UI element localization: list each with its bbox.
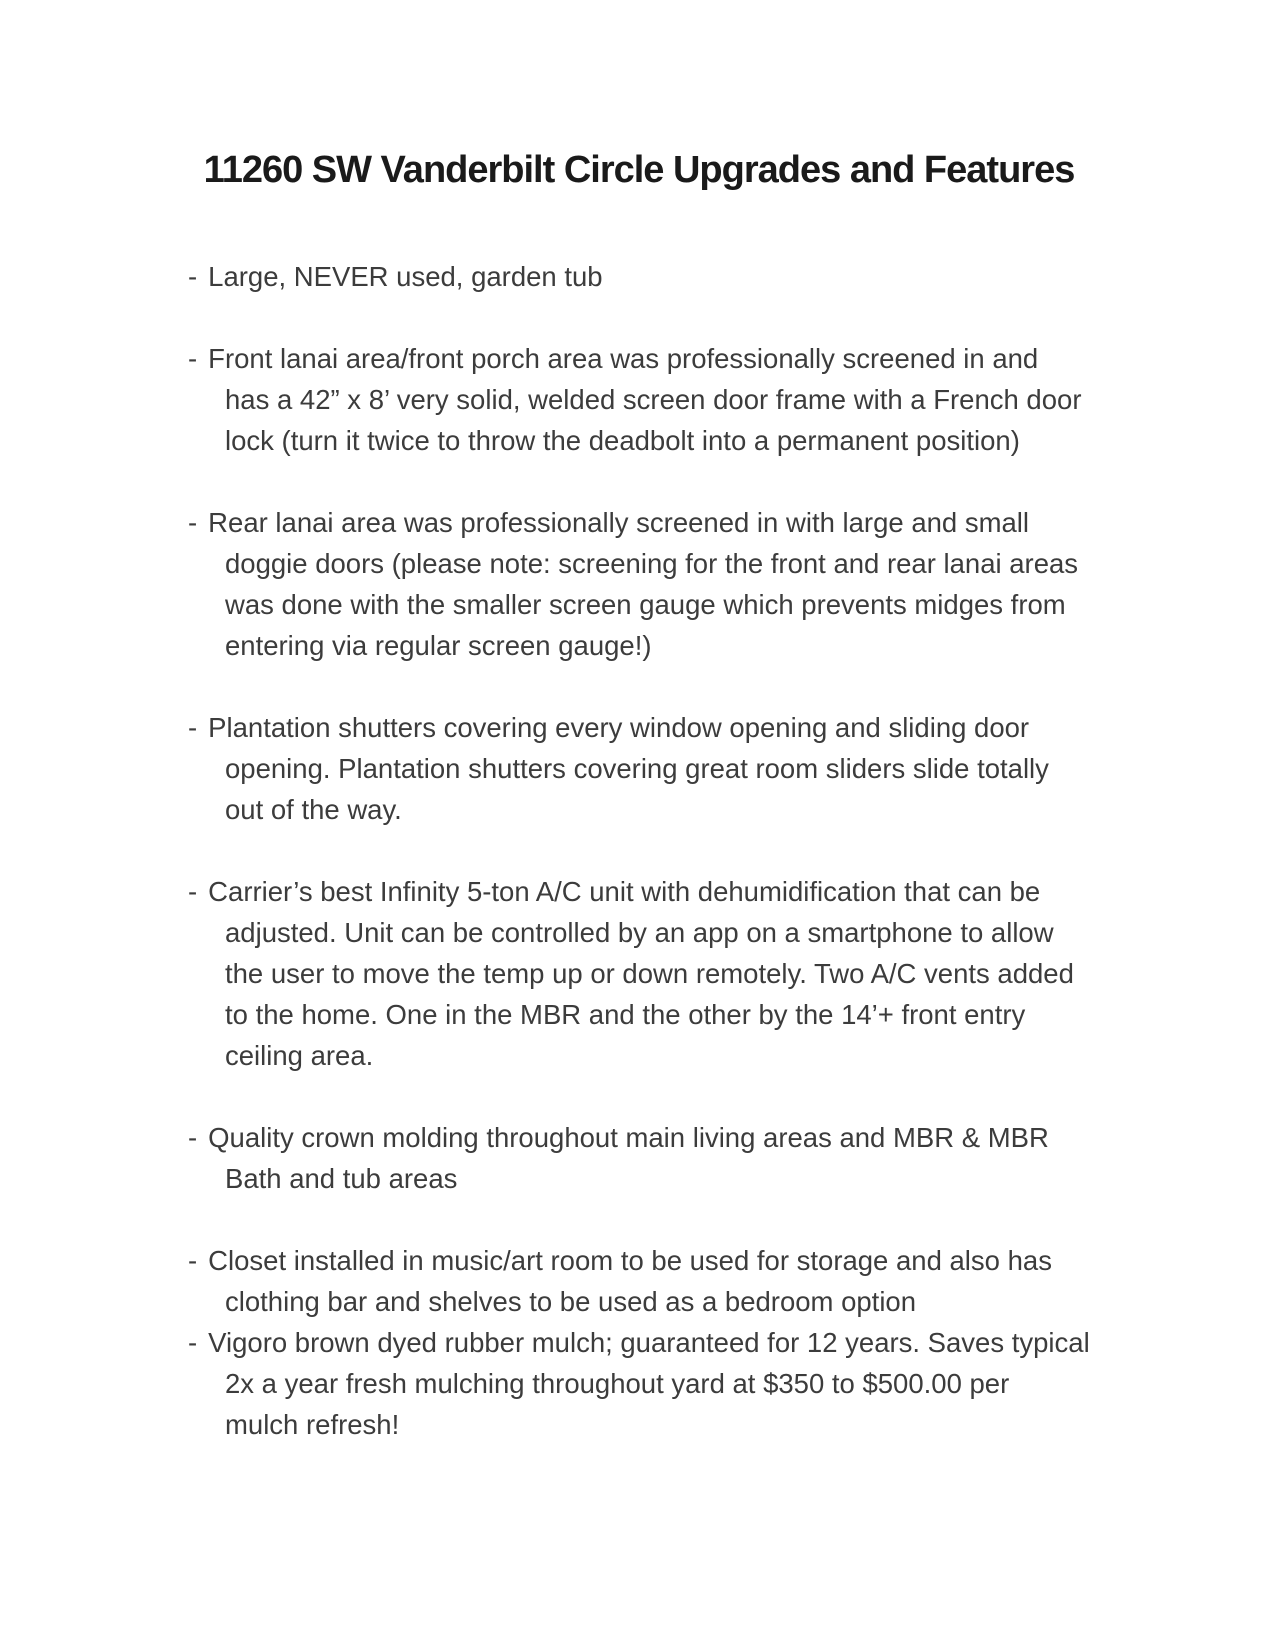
list-item bbox=[188, 502, 1090, 666]
list-item-text: Carrier’s best Infinity 5-ton A/C unit with dehumidification that can be adjusted. Unit can be controlled by an app on a smartphone to allow the user to move the temp up or down remotely. Two A/C vents added to the home. One in the MBR and the other by the 14’+ front entry ceiling area. bbox=[208, 876, 1074, 1071]
list-item-text: Closet installed in music/art room to be used for storage and also has clothing bar and shelves to be used as a bedroom option bbox=[208, 1245, 1052, 1317]
bullet-dash: - bbox=[188, 1327, 198, 1358]
list-item bbox=[188, 256, 1090, 297]
list-item bbox=[188, 707, 1090, 830]
bullet-dash: - bbox=[188, 712, 198, 743]
list-item-text: Plantation shutters covering every window opening and sliding door opening. Plantation shutters covering great room sliders slide totally out of the way. bbox=[208, 712, 1049, 825]
list-item-text: Front lanai area/front porch area was professionally screened in and has a 42” x 8’ very solid, welded screen door frame with a French door lock (turn it twice to throw the deadbolt into a permanent position) bbox=[208, 343, 1082, 456]
bullet-dash: - bbox=[188, 1245, 198, 1276]
bullet-dash: - bbox=[188, 876, 198, 907]
page-title: 11260 SW Vanderbilt Circle Upgrades and Features bbox=[203, 149, 1075, 191]
bullet-dash: - bbox=[188, 1122, 198, 1153]
list-item-text: Large, NEVER used, garden tub bbox=[208, 261, 603, 292]
bullet-dash: - bbox=[188, 507, 198, 538]
list-item bbox=[188, 1117, 1090, 1199]
document-content bbox=[188, 146, 1090, 1445]
list-item bbox=[188, 338, 1090, 461]
list-item-text: Quality crown molding throughout main living areas and MBR & MBR Bath and tub areas bbox=[208, 1122, 1049, 1194]
bullet-dash: - bbox=[188, 343, 198, 374]
feature-list bbox=[188, 256, 1090, 1445]
list-item bbox=[188, 1322, 1090, 1445]
list-item bbox=[188, 871, 1090, 1076]
list-item-text: Rear lanai area was professionally screened in with large and small doggie doors (please note: screening for the front and rear lanai areas was done with the smaller screen gauge which prevents midges from entering via regular screen gauge!) bbox=[208, 507, 1079, 661]
list-item bbox=[188, 1240, 1090, 1322]
bullet-dash: - bbox=[188, 261, 198, 292]
list-item-text: Vigoro brown dyed rubber mulch; guaranteed for 12 years. Saves typical 2x a year fresh mulching throughout yard at $350 to $500.00 per mulch refresh! bbox=[208, 1327, 1090, 1440]
